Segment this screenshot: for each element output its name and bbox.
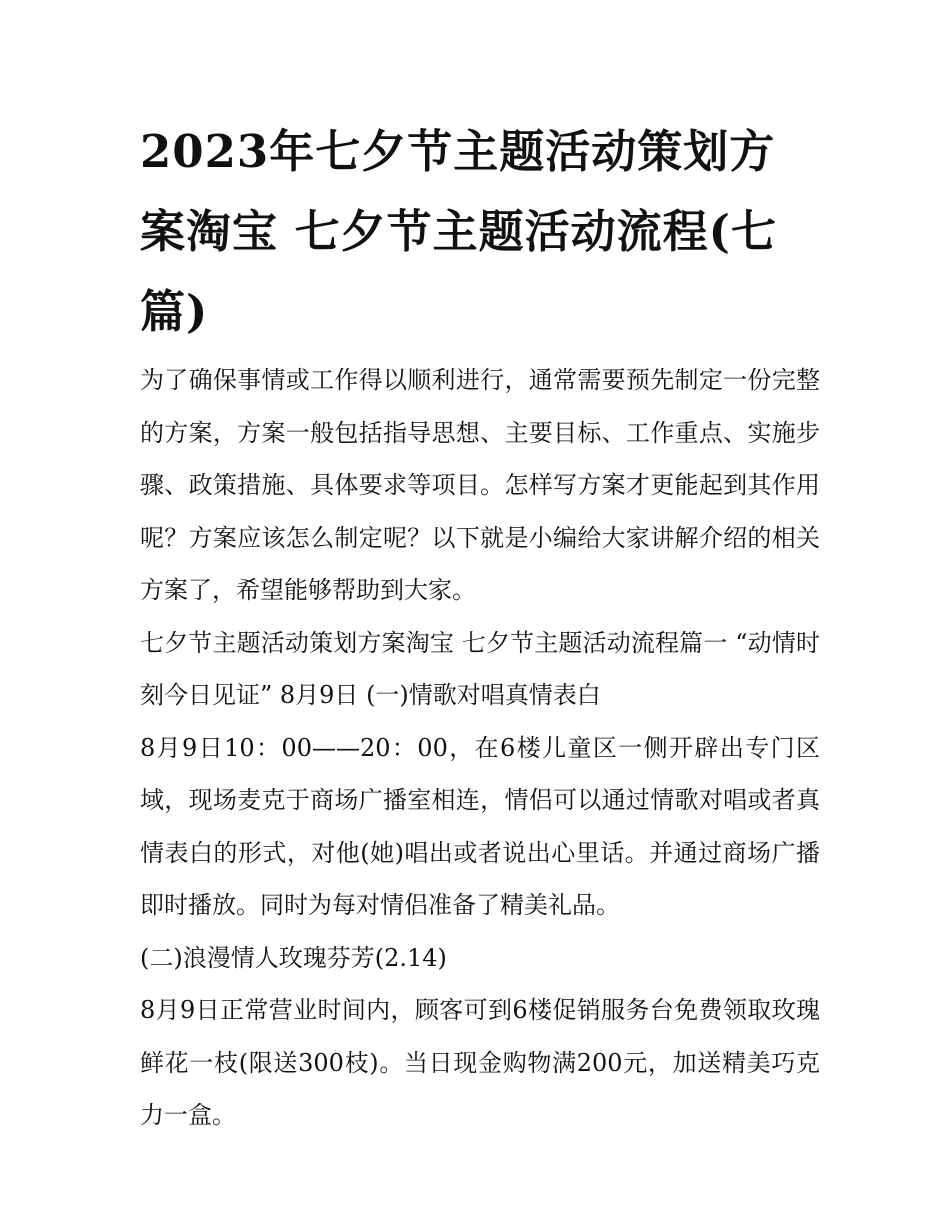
rose-gift-paragraph: 8月9日正常营业时间内，顾客可到6楼促销服务台免费领取玫瑰鲜花一枝(限送300枝)。当日现金购物满200元，加送精美巧克力一盒。 xyxy=(140,996,820,1129)
love-song-paragraph: 8月9日10：00——20：00，在6楼儿童区一侧开辟出专门区域，现场麦克于商场广播室相连，情侣可以通过情歌对唱或者真情表白的形式，对他(她)唱出或者说出心里话。并通过商场广播即时播放。同时为每对情侣准备了精美礼品。 xyxy=(140,733,820,919)
intro-paragraph: 为了确保事情或工作得以顺利进行，通常需要预先制定一份完整的方案，方案一般包括指导思想、主要目标、工作重点、实施步骤、政策措施、具体要求等项目。怎样写方案才更能起到其作用呢？方案应该怎么制定呢？以下就是小编给大家讲解介绍的相关方案了，希望能够帮助到大家。 xyxy=(140,366,820,604)
document-title: 2023年七夕节主题活动策划方案淘宝 七夕节主题活动流程(七篇) xyxy=(140,125,777,338)
document-page xyxy=(140,112,820,1142)
section-one-heading: 七夕节主题活动策划方案淘宝 七夕节主题活动流程篇一 “动情时刻今日见证” 8月9日 (一)情歌对唱真情表白 xyxy=(140,628,820,709)
section-two-heading: (二)浪漫情人玫瑰芬芳(2.14) xyxy=(140,943,447,972)
